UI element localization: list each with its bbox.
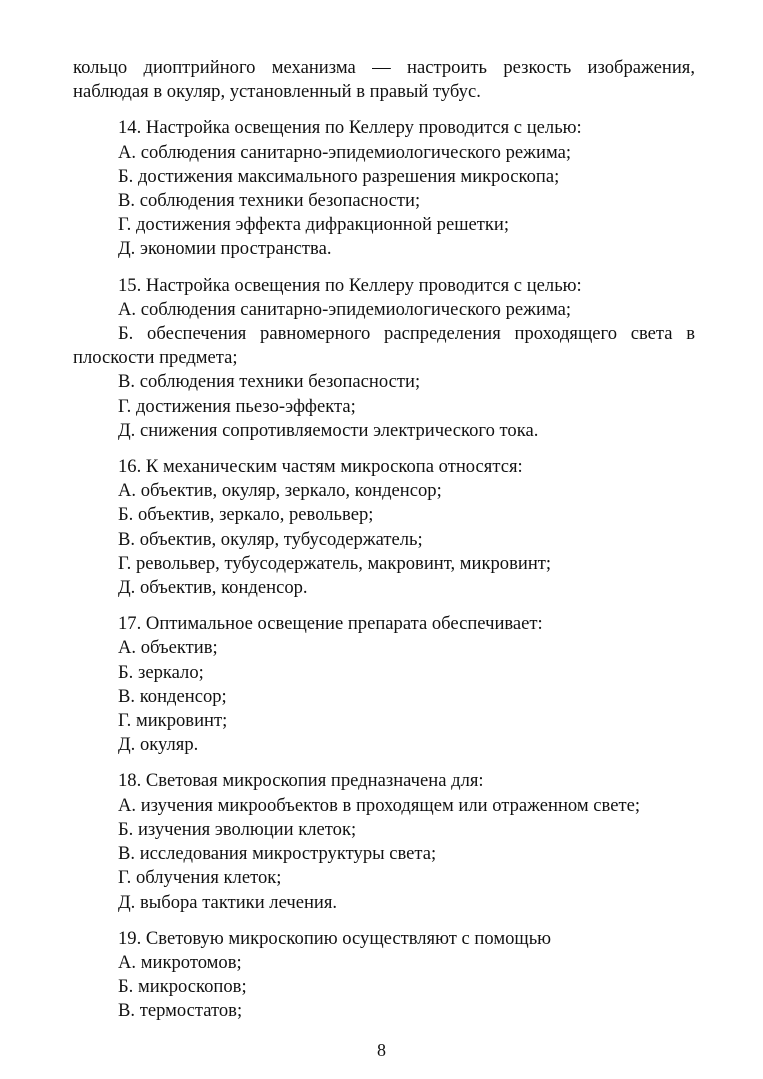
answer-option: В. конденсор; xyxy=(118,685,227,707)
question-block xyxy=(73,116,695,261)
answer-option: Б. зеркало; xyxy=(118,661,204,683)
answer-option: В. соблюдения техники безопасности; xyxy=(118,190,421,212)
answer-option: А. объектив, окуляр, зеркало, конденсор; xyxy=(118,480,442,502)
answer-option: Б. микроскопов; xyxy=(118,976,247,998)
answer-option: Б. достижения максимального разрешения микроскопа; xyxy=(118,165,560,187)
question-title: 14. Настройка освещения по Келлеру проводится с целью: xyxy=(118,117,582,139)
answer-option: Б. объектив, зеркало, револьвер; xyxy=(118,504,374,526)
answer-option: Д. объектив, конденсор. xyxy=(118,577,308,599)
answer-option: Б. изучения эволюции клеток; xyxy=(118,818,357,840)
answer-option: А. изучения микрообъектов в проходящем или отраженном свете; xyxy=(118,794,641,816)
answer-option: Г. микровинт; xyxy=(118,710,228,732)
answer-option: Г. достижения эффекта дифракционной решетки; xyxy=(118,214,510,236)
answer-option: Г. облучения клеток; xyxy=(118,867,282,889)
answer-option: В. исследования микроструктуры света; xyxy=(118,843,437,865)
question-title: 17. Оптимальное освещение препарата обеспечивает: xyxy=(118,613,543,635)
answer-option: Г. достижения пьезо-эффекта; xyxy=(118,395,356,417)
answer-option: В. объектив, окуляр, тубусодержатель; xyxy=(118,528,423,550)
answer-option: Д. экономии пространства. xyxy=(118,238,332,260)
answer-option: А. соблюдения санитарно-эпидемиологического режима; xyxy=(118,141,572,163)
answer-option: А. соблюдения санитарно-эпидемиологического режима; xyxy=(118,298,572,320)
question-title: 19. Световую микроскопию осуществляют с помощью xyxy=(118,927,552,949)
question-title: 16. К механическим частям микроскопа относятся: xyxy=(118,456,523,478)
answer-option: Б. обеспечения равномерного распределения проходящего света в плоскости предмета; xyxy=(73,323,695,369)
answer-option: Д. окуляр. xyxy=(118,734,199,756)
intro-paragraph xyxy=(73,56,695,104)
question-block xyxy=(73,769,695,914)
question-title: 18. Световая микроскопия предназначена для: xyxy=(118,770,484,792)
intro-text: кольцо диоптрийного механизма — настроить резкость изображения, наблюдая в окуляр, установленный в правый тубус. xyxy=(73,57,695,103)
answer-option: А. микротомов; xyxy=(118,951,242,973)
answer-option: Д. снижения сопротивляемости электрического тока. xyxy=(118,419,539,441)
question-block xyxy=(73,612,695,757)
answer-option: Д. выбора тактики лечения. xyxy=(118,891,338,913)
document-page xyxy=(73,56,695,1024)
answer-option: В. термостатов; xyxy=(118,1000,243,1022)
question-block xyxy=(73,927,695,1024)
question-block xyxy=(73,455,695,600)
page-number: 8 xyxy=(377,1040,386,1060)
question-block xyxy=(73,274,695,443)
answer-option: В. соблюдения техники безопасности; xyxy=(118,371,421,393)
answer-option: А. объектив; xyxy=(118,637,218,659)
answer-option: Г. револьвер, тубусодержатель, макровинт, микровинт; xyxy=(118,552,552,574)
question-title: 15. Настройка освещения по Келлеру проводится с целью: xyxy=(118,274,582,296)
